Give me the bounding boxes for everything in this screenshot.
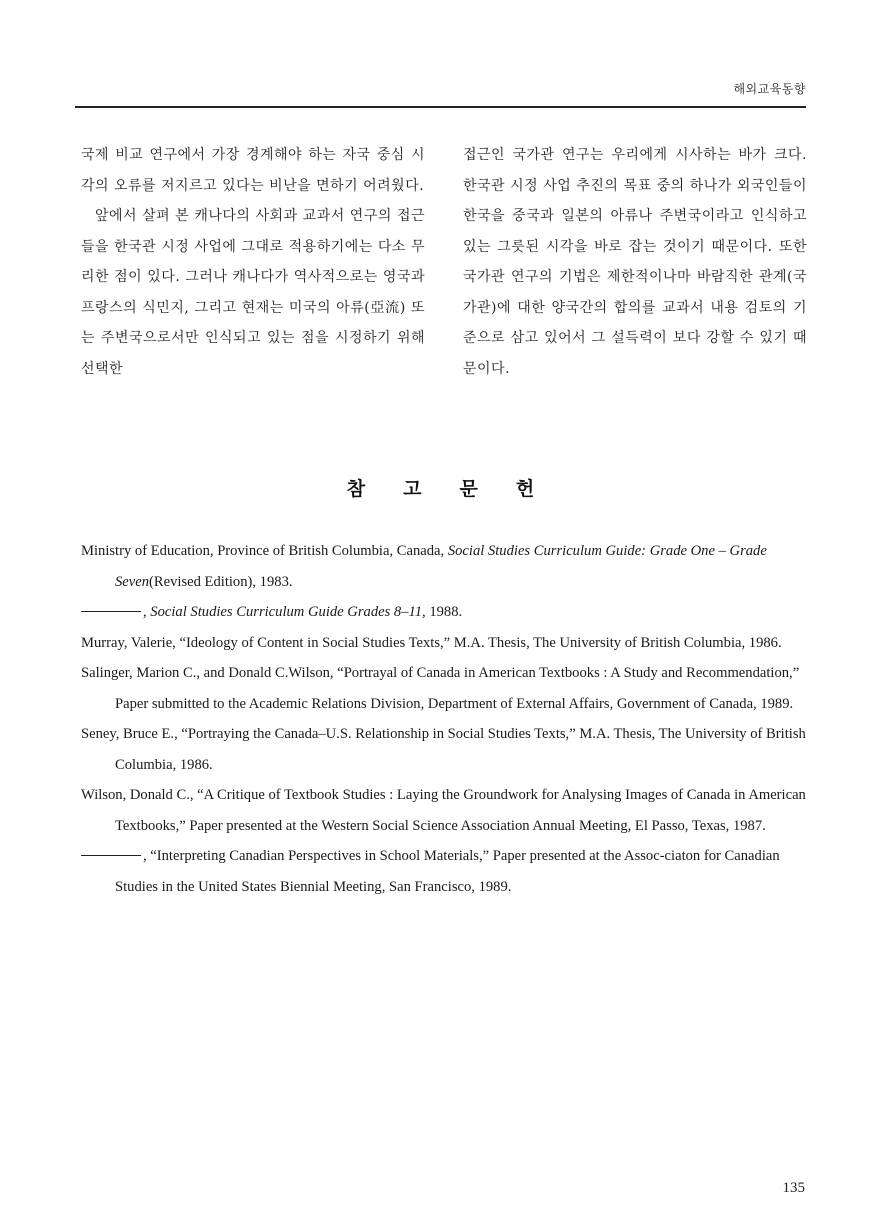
page-number: 135: [782, 1180, 805, 1196]
reference-item: Murray, Valerie, “Ideology of Content in Social Studies Texts,” M.A. Thesis, The University of British Columbia, 1986.: [81, 634, 782, 651]
header-rule: [75, 106, 806, 108]
reference-item: Salinger, Marion C., and Donald C.Wilson, “Portrayal of Canada in American Textbooks : A Study and Recommendation,” Paper submitted to the Academic Relations Division, Department of External Affairs, Government of Canada, 1989.: [81, 665, 800, 712]
right-paragraph-1: 접근인 국가관 연구는 우리에게 시사하는 바가 크다. 한국관 시정 사업 추진의 목표 중의 하나가 외국인들이 한국을 중국과 일본의 아류나 주변국이라고 인식하고 있는 그릇된 시각을 바로 잡는 것이기 때문이다. 또한 국가관 연구의 기법은 제한적이나마 바람직한 관계(국가관)에 대한 양국간의 합의를 교과서 내용 검토의 기준으로 삼고 있어서 그 설득력이 보다 강할 수 있기 때문이다.: [463, 147, 807, 377]
references-list: [81, 536, 807, 902]
ditto-blank: [81, 855, 141, 856]
reference-item: , Social Studies Curriculum Guide Grades 8–11, 1988.: [81, 597, 807, 628]
body-columns: [81, 140, 807, 384]
references-heading: 참고문헌: [346, 478, 573, 500]
right-column: [463, 140, 807, 384]
ditto-blank: [81, 611, 141, 612]
running-header: 해외교육동향: [733, 82, 806, 96]
left-paragraph-2: 앞에서 살펴 본 캐나다의 사회과 교과서 연구의 접근들을 한국관 시정 사업에 그대로 적용하기에는 다소 무리한 점이 있다. 그러나 캐나다가 역사적으로는 영국과 프랑스의 식민지, 그리고 현재는 미국의 아류(亞流) 또는 주변국으로서만 인식되고 있는 점을 시정하기 위해 선택한: [81, 208, 425, 377]
reference-item: Ministry of Education, Province of British Columbia, Canada, Social Studies Curriculum Guide: Grade One – Grade Seven(Revised Edition), 1983.: [81, 543, 767, 590]
left-paragraph-1: 국제 비교 연구에서 가장 경계해야 하는 자국 중심 시각의 오류를 저지르고 있다는 비난을 면하기 어려웠다.: [81, 147, 425, 194]
reference-item: Wilson, Donald C., “A Critique of Textbook Studies : Laying the Groundwork for Analysing Images of Canada in American Textbooks,” Paper presented at the Western Social Science Association Annual Meeting, El Passo, Texas, 1987.: [81, 787, 806, 834]
reference-item: Seney, Bruce E., “Portraying the Canada–U.S. Relationship in Social Studies Texts,” M.A. Thesis, The University of British Columbia, 1986.: [81, 726, 806, 773]
reference-item: , “Interpreting Canadian Perspectives in School Materials,” Paper presented at the Assoc-ciaton for Canadian Studies in the United States Biennial Meeting, San Francisco, 1989.: [81, 841, 807, 902]
left-column: [81, 140, 425, 384]
